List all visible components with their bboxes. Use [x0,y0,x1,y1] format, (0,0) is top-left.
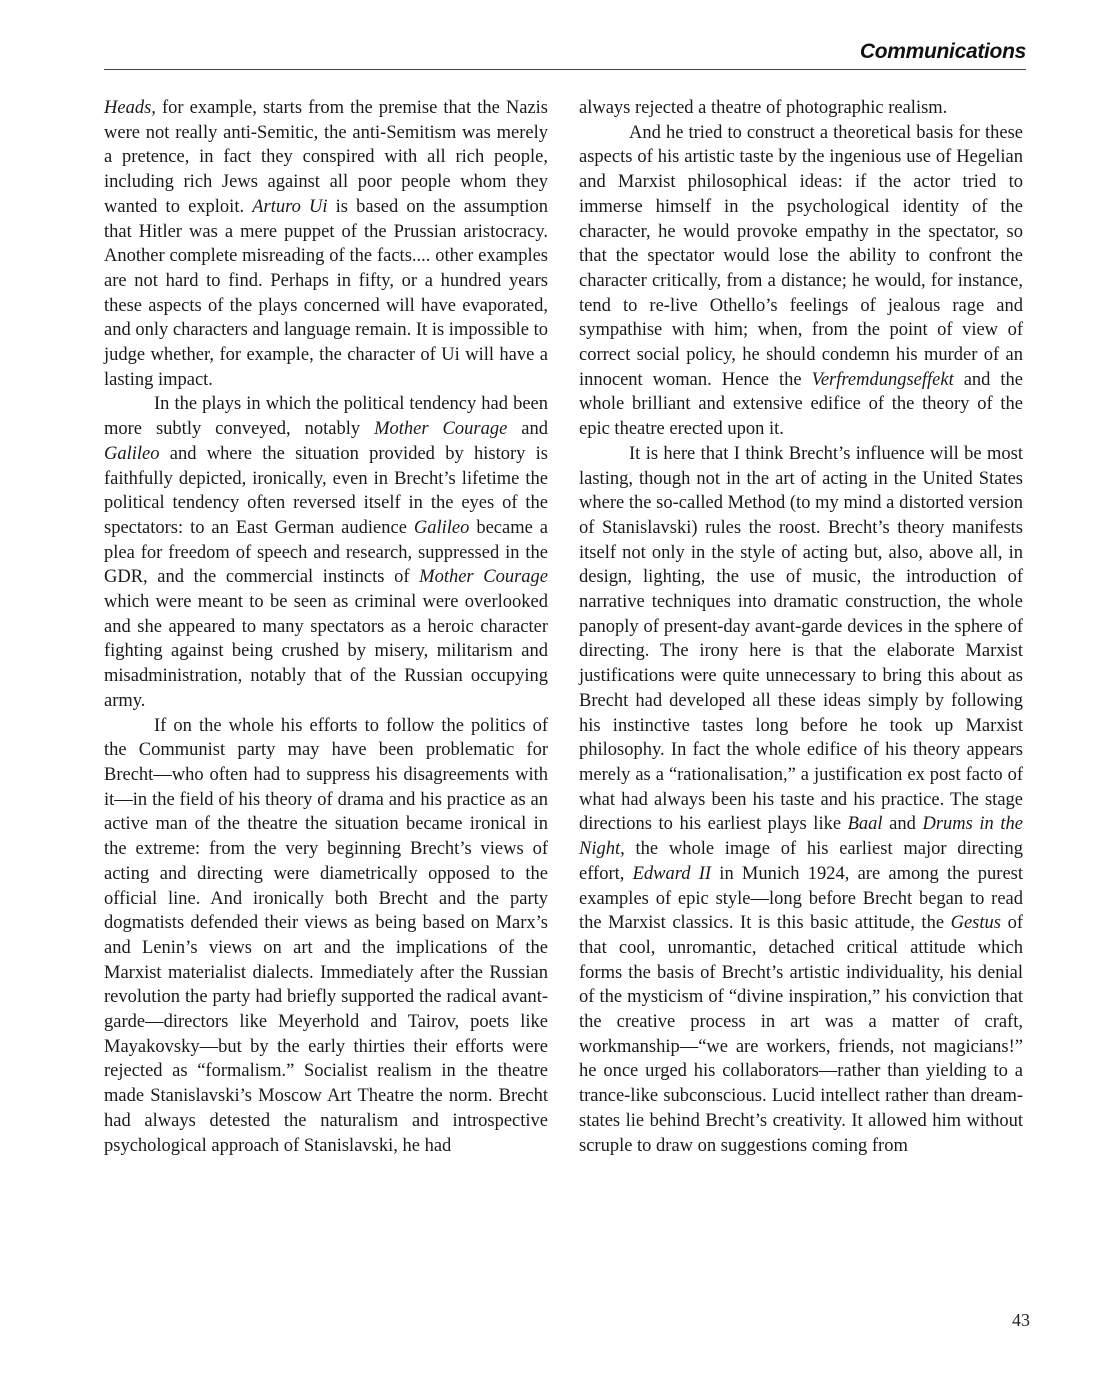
text-run: It is here that I think Brecht’s influence will be most lasting, though not in the art of acting in the United States where the so-called Method (to my mind a distorted version of Stanislavski) rules the roost. Brecht’s theory manifests itself not only in the style of acting but, also, above all, in design, lighting, the use of music, the introduction of narrative techniques into dramatic construction, the whole panoply of present-day avant-garde devices in the sphere of directing. The irony here is that the elaborate Marxist justifications were quite unnecessary to bring this about as Brecht had developed all these ideas simply by following his instinctive tastes long before he took up Marxist philosophy. In fact the whole edifice of his theory appears merely as a “rationalisation,” a justification ex post facto of what had always been his taste and his practice. The stage directions to his earliest plays like [579,443,1023,835]
emphasis-baal: Baal [847,814,883,835]
right-paragraph-1: always rejected a theatre of photographic realism. [579,98,948,118]
emphasis-galileo: Galileo [413,517,470,538]
left-paragraph-2 [104,392,548,713]
emphasis-verfremdungseffekt: Verfremdungseffekt [811,369,954,390]
text-run: and the whole brilliant and extensive edifice of the theory of the epic theatre erected upon it. [579,369,1023,440]
text-run: and where the situation provided by history is faithfully depicted, ironically, even in Brecht’s lifetime the political tendency often reversed itself in the eyes of the spectators: to an East German audience [104,443,548,538]
left-paragraph-1 [104,96,548,392]
text-run: which were meant to be seen as criminal were overlooked and she appeared to many spectators as a heroic character fighting against being crushed by misery, militarism and misadministration, notably that of the Russian occupying army. [104,592,548,711]
emphasis-galileo: Galileo [104,443,160,464]
right-column [579,96,1023,1158]
header-rule [104,69,1026,70]
text-run: in Munich 1924, are among the purest examples of epic style—long before Brecht began to read the Marxist classics. It is this basic attitude, the [579,863,1024,934]
emphasis-gestus: Gestus [950,913,1001,934]
emphasis-edward-ii: Edward II [632,863,712,884]
running-head-title: Communications [859,40,1026,63]
left-column [104,96,548,1158]
emphasis-mother-courage: Mother Courage [374,419,508,440]
emphasis-heads: Heads, [104,98,156,118]
text-run: the whole image of his earliest major directing effort, [579,839,1023,884]
right-paragraph-2 [579,121,1023,442]
text-run: of that cool, unromantic, detached critical attitude which forms the basis of Brecht’s artistic individuality, his denial of the mysticism of “divine inspiration,” his conviction that the creative process in art was a matter of craft, workmanship—“we are workers, friends, not magicians!” he once urged his collaborators—rather than yielding to a trance-like subconscious. Lucid intellect rather than dream-states lie behind Brecht’s creativity. It allowed him without scruple to draw on suggestions coming from [579,913,1023,1156]
page-number: 43 [1012,1310,1030,1330]
emphasis-mother-courage: Mother Courage [419,567,548,588]
emphasis-drums-in-the-night: Drums in the Night, [579,814,1023,860]
left-paragraph-3: If on the whole his efforts to follow the politics of the Communist party may have been problematic for Brecht—who often had to suppress his disagreements with it—in the field of his theory of drama and his practice as an active man of the theatre the situation became ironical in the extreme: from the very beginning Brecht’s views of acting and directing were diametrically opposed to the official line. And ironically both Brecht and the party dogmatists defended their views as being based on Marx’s and Lenin’s views on art and the implications of the Marxist materialist dialects. Immediately after the Russian revolution the party had briefly supported the radical avant-garde—directors like Meyerhold and Tairov, poets like Mayakovsky—but by the early thirties their efforts were rejected as “formalism.” Socialist realism in the theatre made Stanislavski’s Moscow Art Theatre the norm. Brecht had always detested the naturalism and introspective psychological approach of Stanislavski, he had [104,715,548,1156]
text-run: for example, starts from the premise that the Nazis were not really anti-Semitic, the anti-Semitism was merely a pretence, in fact they conspired with all rich people, including rich Jews against all poor people whom they wanted to exploit. [104,98,548,217]
text-run: is based on the assumption that Hitler was a mere puppet of the Prussian aristocracy. Another complete misreading of the facts.... other examples are not hard to find. Perhaps in fifty, or a hundred years these aspects of the plays concerned will have evaporated, and only characters and language remain. It is impossible to judge whether, for example, the character of Ui will have a lasting impact. [104,196,549,390]
text-run: And he tried to construct a theoretical basis for these aspects of his artistic taste by the ingenious use of Hegelian and Marxist philosophical ideas: if the actor tried to immerse himself in the psychological identity of the character, he would provoke empathy in the spectator, so that the spectator would lose the ability to confront the character critically, from a distance; he would, for instance, tend to re-live Othello’s feelings of jealous rage and sympathise with him; when, from the point of view of correct social policy, he should condemn his murder of an innocent woman. Hence the [579,122,1023,390]
text-run: In the plays in which the political tendency had been more subtly conveyed, notably [104,394,548,440]
emphasis-arturo-ui: Arturo Ui [252,196,328,217]
text-run: and [882,814,923,835]
right-paragraph-3 [579,442,1023,1158]
text-run: became a plea for freedom of speech and research, suppressed in the GDR, and the commercial instincts of [104,517,548,588]
text-run: and [507,419,548,440]
